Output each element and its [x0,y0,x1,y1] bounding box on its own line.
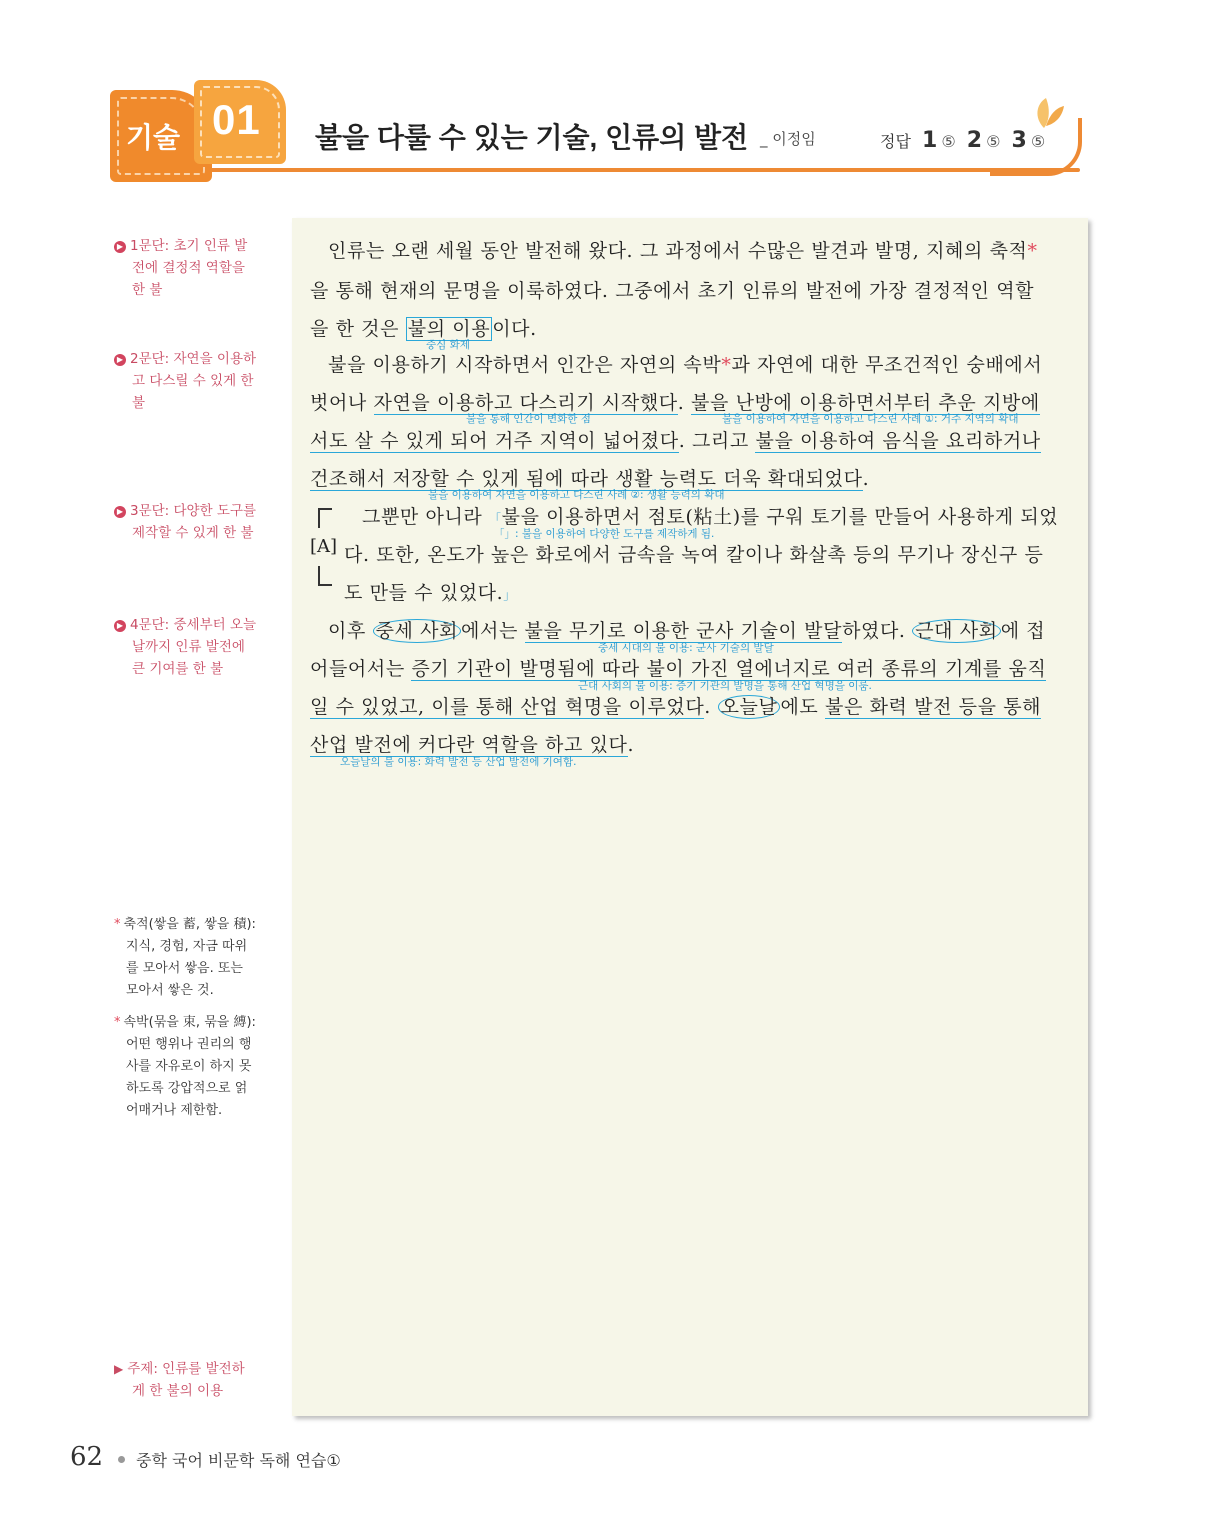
asterisk-mark: * [1027,240,1038,262]
passage-text: 이다. [492,318,537,340]
underlined-text: 불은 화력 발전 등을 통해 [825,696,1042,718]
underlined-text: 일 수 있었고, 이를 통해 산업 혁명을 이루었다 [310,696,705,718]
passage-text: 불을 이용하면서 점토(粘土)를 구워 토기를 만들어 사용하게 되었 [501,506,1059,528]
leaf-icon [1024,92,1064,132]
bullet-icon: ▶ [114,241,126,253]
asterisk-icon: * [114,1015,121,1030]
summary-line: 3문단: 다양한 도구를 [130,503,257,519]
passage-text: . [704,696,718,718]
passage-text: 그뿐만 아니라 [362,506,490,528]
passage-line: 다. 또한, 온도가 높은 화로에서 금속을 녹여 칼이나 화살촉 등의 무기나 장신구 등 [344,544,1044,566]
annotation: 불을 이용하여 자연을 이용하고 다스린 사례 ②: 생활 능력의 확대 [428,489,725,501]
passage-line [328,350,1042,377]
passage-text: 에서는 [461,620,525,642]
passage-text: . 그리고 [678,430,756,452]
circled-text: 중세 사회 [373,619,461,643]
passage-line [328,236,1038,263]
quote-mark: 」 [503,588,516,602]
bracket-label: [A] [310,536,338,557]
book-title: 중학 국어 비문학 독해 연습① [136,1451,341,1470]
summary-line: 한 불 [132,282,163,298]
circled-text: 오늘날 [718,695,781,719]
answer-choice: ⑤ [986,132,1001,151]
paragraph-summary [114,614,266,680]
passage-text: . [862,468,870,490]
glossary-term: 속박(묶을 束, 묶을 縛): [123,1015,256,1030]
theme-summary [114,1358,270,1402]
page-number: 62 [70,1442,104,1472]
theme-line: 주제: 인류를 발전하 [127,1361,245,1377]
passage-text: 불을 이용하기 시작하면서 인간은 자연의 속박 [328,354,722,376]
author: _ 이정임 [760,130,816,148]
glossary-definition: 모아서 쌓은 것. [126,983,214,998]
answer-question-number: 2 [966,128,983,153]
bullet-icon: ▶ [114,506,126,518]
passage-text: . [627,734,635,756]
underlined-text: 서도 살 수 있게 되어 거주 지역이 넓어졌다 [310,430,679,452]
underlined-text: 자연을 이용하고 다스리기 시작했다 [373,392,678,414]
asterisk-mark: * [721,354,732,376]
passage-line: 을 통해 현재의 문명을 이룩하였다. 그중에서 초기 인류의 발전에 가장 결정적인 역할 [310,280,1035,302]
bracket-marker [318,508,332,528]
summary-line: 2문단: 자연을 이용하 [130,351,257,367]
underlined-text: 불을 무기로 이용한 군사 기술이 발달 [524,620,843,642]
summary-line: 날까지 인류 발전에 [132,639,245,655]
glossary-definition: 어떤 행위나 권리의 행 [126,1037,252,1052]
passage-text: 벗어나 [310,392,374,414]
page-title: 불을 다룰 수 있는 기술, 인류의 발전 [315,122,749,153]
passage-line [310,730,634,757]
quote-mark: 「 [489,512,502,526]
glossary-entry [114,1012,270,1122]
glossary-definition: 사를 자유로이 하지 못 [126,1059,252,1074]
summary-line: 고 다스릴 수 있게 한 [132,373,254,389]
category-label: 기술 [126,122,181,153]
answer-key-label: 정답 [880,132,911,151]
key-topic-box: 불의 이용 [407,318,491,340]
summary-line: 큰 기여를 한 불 [132,661,224,677]
glossary-definition: 어매거나 제한함. [126,1103,223,1118]
annotation: 근대 사회의 불 이용: 증기 기관의 발명을 통해 산업 혁명을 이룸. [578,680,872,692]
answer-question-number: 1 [922,128,938,153]
summary-line: 불 [132,395,146,411]
annotation-central-topic: 중심 화제 [426,339,470,351]
glossary-entry [114,914,270,1002]
theme-line: 게 한 불의 이용 [132,1383,224,1399]
underlined-text: 불을 이용하여 음식을 요리하거나 [755,430,1041,452]
summary-line: 1문단: 초기 인류 발 [130,238,248,254]
paragraph-summary [114,348,266,414]
underlined-text: 증기 기관이 발명됨에 따라 불이 가진 열에너지로 여러 종류의 기계를 움직 [411,658,1047,680]
passage-line [344,578,516,605]
passage-line [362,502,1058,529]
bullet-icon: ▶ [114,620,126,632]
passage-text: . [677,392,692,414]
bullet-dot-icon [118,1456,125,1463]
passage-text: 이후 [328,620,373,642]
paragraph-summary [114,235,266,301]
passage-text: 도 만들 수 있었다. [344,582,504,604]
passage-line [310,692,1041,719]
section-number: 01 [212,96,261,143]
annotation: 「」: 불을 이용하여 다양한 도구를 제작하게 됨. [494,528,715,540]
circled-text: 근대 사회 [912,619,1000,643]
passage-text: 을 한 것은 [310,318,406,340]
underlined-text: 산업 발전에 커다란 역할을 하고 있다 [310,734,628,756]
summary-line: 제작할 수 있게 한 불 [132,525,254,541]
asterisk-icon: * [114,917,121,932]
passage-text: 인류는 오랜 세월 동안 발전해 왔다. 그 과정에서 수많은 발견과 발명, 지혜의 축적 [328,240,1028,262]
answer-choice: ⑤ [941,132,956,151]
passage-line [310,426,1041,453]
annotation: 불을 통해 인간이 변화한 점 [466,413,591,425]
triangle-icon: ▶ [114,1362,124,1376]
passage-text: 하였다. [842,620,913,642]
glossary-term: 축적(쌓을 蓄, 쌓을 積): [123,917,256,932]
bullet-icon: ▶ [114,354,126,366]
glossary-definition: 를 모아서 쌓음. 또는 [126,961,243,976]
passage-line [310,654,1046,681]
summary-line: 4문단: 중세부터 오늘 [130,617,257,633]
glossary-definition: 지식, 경험, 자금 따위 [126,939,248,954]
annotation: 불을 이용하여 자연을 이용하고 다스린 사례 ①: 거주 지역의 확대 [722,413,1019,425]
passage-text: 어들어서는 [310,658,412,680]
annotation: 오늘날의 불 이용: 화력 발전 등 산업 발전에 기여함. [340,756,577,768]
underlined-text: 건조해서 저장할 수 있게 됨에 따라 생활 능력도 더욱 확대되었다 [310,468,863,490]
annotation: 중세 시대의 불 이용: 군사 기술의 발달 [598,642,774,654]
passage-text: 에 접 [1000,620,1046,642]
passage-text: 에도 [780,696,826,718]
passage-line [310,314,537,341]
paragraph-summary [114,500,266,544]
passage-line [328,616,1045,643]
underlined-text: 불을 난방에 이용하면서부터 추운 지방에 [691,392,1040,414]
answer-choice: ⑤ [1030,132,1046,151]
answer-key [880,128,1045,153]
answer-question-number: 3 [1011,128,1027,153]
passage-text: 과 자연에 대한 무조건적인 숭배에서 [731,354,1043,376]
summary-line: 전에 결정적 역할을 [132,260,245,276]
header-rule [200,168,1080,172]
glossary-definition: 하도록 강압적으로 얽 [126,1081,248,1096]
bracket-marker [318,566,332,586]
